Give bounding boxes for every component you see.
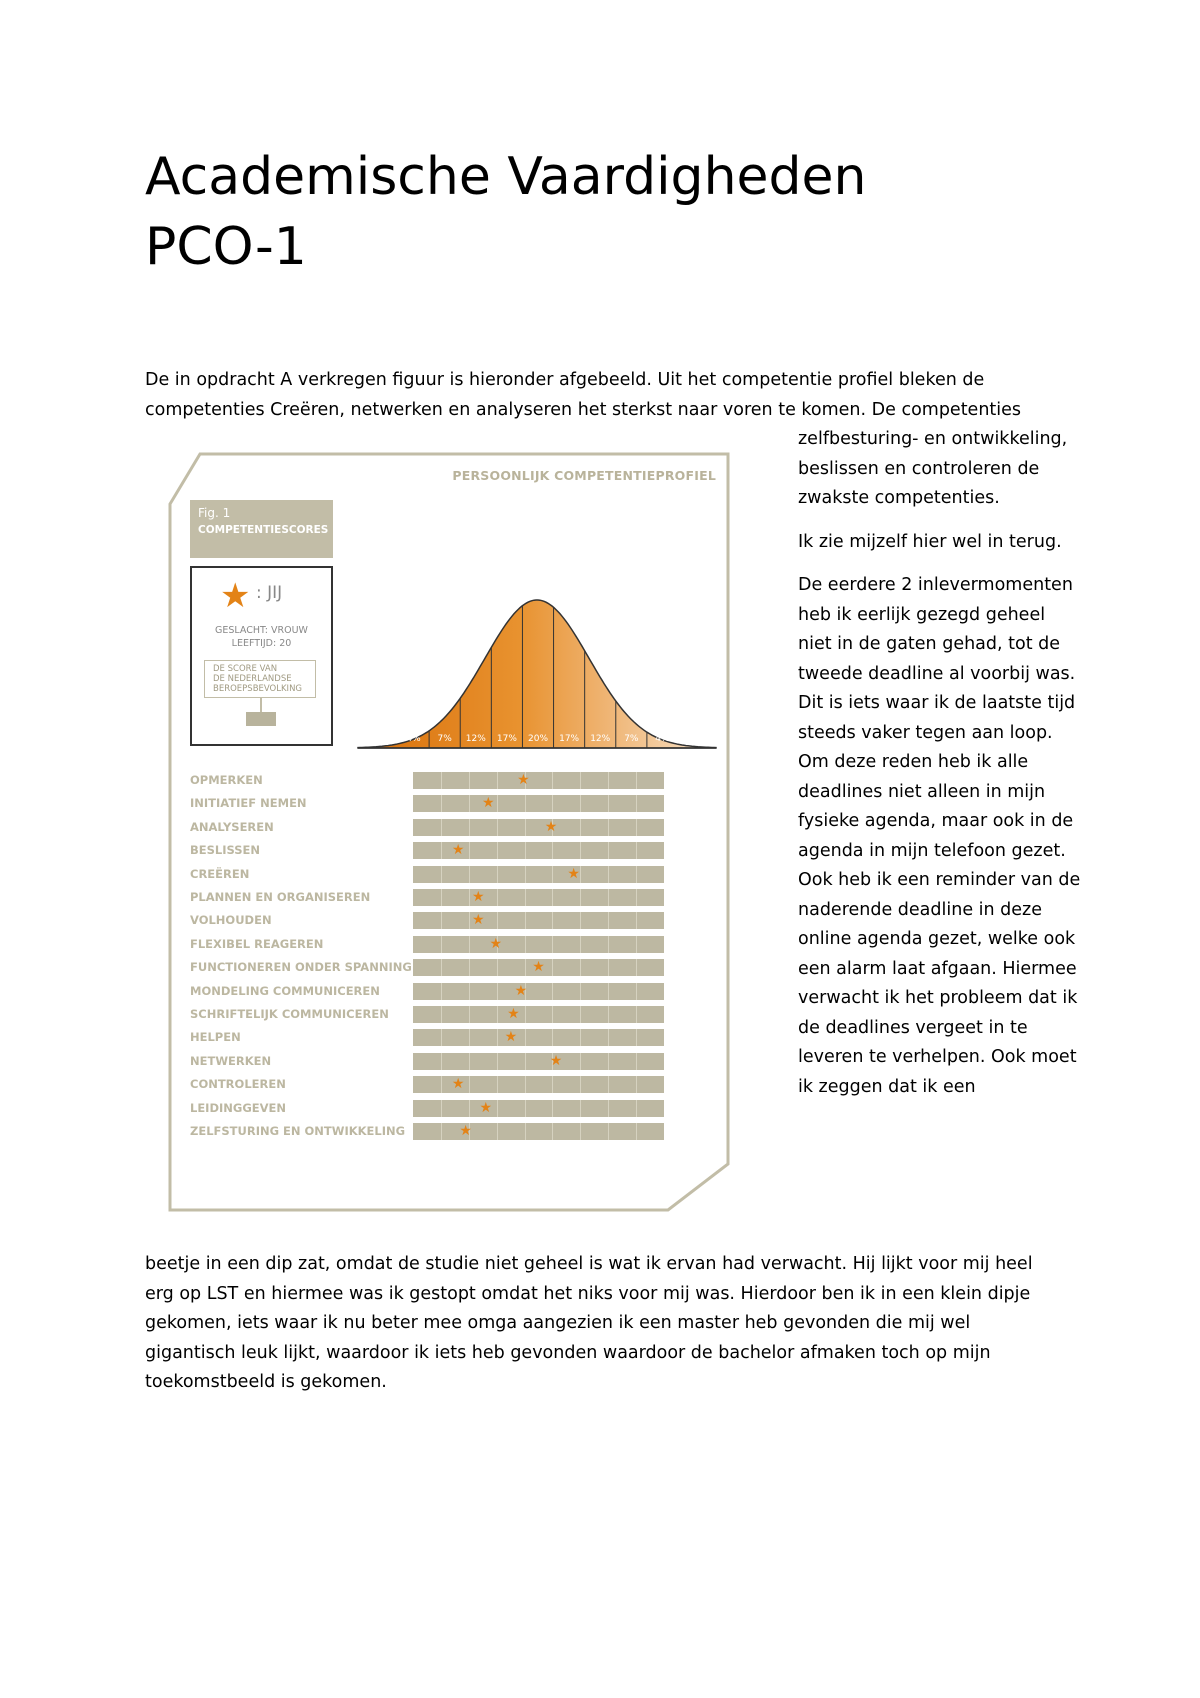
bar-divider — [552, 866, 553, 883]
bar-divider — [552, 889, 553, 906]
competence-label: OPMERKEN — [190, 773, 263, 787]
bar-divider — [469, 912, 470, 929]
bar-divider — [497, 1123, 498, 1140]
legend-ref-line-2: DE NEDERLANDSE — [213, 674, 292, 684]
legend-ref-line-3: BEROEPSBEVOLKING — [213, 684, 303, 694]
bar-divider — [636, 1100, 637, 1117]
bar-divider — [525, 1006, 526, 1023]
score-star-icon: ★ — [451, 1076, 465, 1093]
bar-divider — [469, 842, 470, 859]
bar-divider — [525, 795, 526, 812]
bar-divider — [608, 819, 609, 836]
competence-label: SCHRIFTELIJK COMMUNICEREN — [190, 1007, 389, 1021]
competence-bar — [413, 912, 664, 929]
side-paragraph-2: Ik zie mijzelf hier wel in terug. — [798, 531, 1062, 552]
bar-divider — [580, 819, 581, 836]
bar-divider — [497, 912, 498, 929]
distribution-label: 20% — [527, 734, 549, 744]
bar-divider — [497, 772, 498, 789]
score-star-icon: ★ — [549, 1052, 563, 1069]
competence-label: FLEXIBEL REAGEREN — [190, 936, 324, 951]
competence-bar — [413, 936, 664, 953]
bar-divider — [580, 1006, 581, 1023]
competence-label: ANALYSEREN — [190, 819, 274, 834]
bar-divider — [636, 1053, 637, 1070]
bar-divider — [497, 983, 498, 1000]
legend-age: LEEFTIJD: 20 — [231, 638, 292, 649]
bar-divider — [469, 1006, 470, 1023]
bar-divider — [525, 912, 526, 929]
bar-divider — [608, 1006, 609, 1023]
bar-divider — [441, 1053, 442, 1070]
bar-divider — [469, 866, 470, 883]
bar-divider — [552, 772, 553, 789]
figure-number: Fig. 1 — [198, 506, 231, 520]
bar-divider — [636, 866, 637, 883]
score-star-icon: ★ — [479, 1099, 493, 1116]
legend-gender: GESLACHT: VROUW — [215, 625, 308, 636]
competence-bar — [413, 889, 664, 906]
bar-divider — [525, 866, 526, 883]
bar-divider — [552, 983, 553, 1000]
score-star-icon: ★ — [544, 818, 558, 835]
bar-divider — [580, 795, 581, 812]
figure-tag — [190, 500, 333, 558]
bar-divider — [552, 1029, 553, 1046]
bar-divider — [552, 1100, 553, 1117]
bar-divider — [580, 866, 581, 883]
bar-divider — [580, 842, 581, 859]
bar-divider — [469, 795, 470, 812]
bar-divider — [636, 983, 637, 1000]
bar-divider — [525, 819, 526, 836]
distribution-label: 17% — [496, 734, 517, 744]
bar-divider — [636, 1123, 637, 1140]
competence-bar — [413, 1076, 664, 1093]
competence-bar — [413, 1006, 664, 1023]
competence-label: BESLISSEN — [190, 843, 261, 858]
distribution-label: 7% — [624, 734, 639, 744]
intro-paragraph: De in opdracht A verkregen figuur is hieronder afgebeeld. Uit het competentie profiel bleken de competenties Creëren, netwerken en analyseren het sterkst naar voren te komen. De competenties — [145, 370, 1022, 420]
legend-connector — [260, 698, 262, 712]
bar-divider — [525, 936, 526, 953]
bar-divider — [441, 889, 442, 906]
score-star-icon: ★ — [567, 865, 580, 882]
bar-divider — [552, 1123, 553, 1140]
outro-paragraph: beetje in een dip zat, omdat de studie niet geheel is wat ik ervan had verwacht. Hij lijkt voor mij heel erg op LST en hiermee was ik gestopt omdat het niks voor mij was. Hierdoor ben ik in een klein dipje gekomen, iets waar ik nu beter mee omga aangezien ik een master heb gevonden die mij wel gigantisch leuk lijkt, waardoor ik iets heb gevonden waardoor de bachelor afmaken toch op mijn toekomstbeeld is gekomen. — [145, 1254, 1033, 1392]
bar-divider — [441, 819, 442, 836]
bar-divider — [636, 889, 637, 906]
legend-reference — [204, 660, 316, 698]
bar-divider — [497, 889, 498, 906]
bar-divider — [441, 1100, 442, 1117]
competence-bar — [413, 1029, 664, 1046]
figure-header: PERSOONLIJK COMPETENTIEPROFIEL — [452, 468, 716, 483]
score-star-icon: ★ — [489, 935, 503, 952]
competence-bar — [413, 819, 664, 836]
competence-bar — [413, 1053, 664, 1070]
legend-ref-line-1: DE SCORE VAN — [213, 664, 278, 674]
bar-divider — [636, 1006, 637, 1023]
bar-divider — [636, 1029, 637, 1046]
competence-label: ZELFSTURING EN ONTWIKKELING — [190, 1124, 406, 1138]
legend-swatch — [246, 712, 276, 726]
bar-divider — [469, 1029, 470, 1046]
bar-divider — [580, 912, 581, 929]
bar-divider — [608, 795, 609, 812]
competence-label: CREËREN — [190, 866, 250, 881]
title-line-1: Academische Vaardigheden — [145, 147, 867, 207]
score-star-icon: ★ — [532, 959, 545, 976]
score-star-icon: ★ — [482, 795, 495, 812]
bar-divider — [636, 936, 637, 953]
bar-divider — [636, 819, 637, 836]
bar-divider — [552, 795, 553, 812]
bar-divider — [580, 1100, 581, 1117]
star-icon: ★ — [220, 576, 251, 616]
bar-divider — [525, 1029, 526, 1046]
page-title — [145, 142, 866, 282]
competence-label: HELPEN — [190, 1030, 241, 1045]
competence-label: NETWERKEN — [190, 1053, 272, 1068]
bar-divider — [608, 1029, 609, 1046]
bar-divider — [497, 842, 498, 859]
bar-divider — [608, 1100, 609, 1117]
bar-divider — [580, 1076, 581, 1093]
score-star-icon: ★ — [504, 1029, 518, 1046]
competence-bar — [413, 983, 664, 1000]
score-star-icon: ★ — [471, 912, 485, 929]
competence-bar — [413, 772, 664, 789]
bar-divider — [497, 866, 498, 883]
bar-divider — [552, 842, 553, 859]
bar-divider — [441, 842, 442, 859]
score-star-icon: ★ — [514, 982, 528, 999]
distribution-label: 17% — [559, 734, 580, 744]
bar-divider — [580, 1123, 581, 1140]
bar-divider — [469, 936, 470, 953]
bar-divider — [525, 842, 526, 859]
competence-bar — [413, 866, 664, 883]
side-paragraph-3: De eerdere 2 inlevermomenten heb ik eerlijk gezegd geheel niet in de gaten gehad, tot de tweede deadline al voorbij was. Dit is iets waar ik de laatste tijd steeds vaker tegen aan loop. Om deze reden heb ik alle deadlines niet alleen in mijn fysieke agenda, maar ook in de agenda in mijn telefoon gezet. Ook heb ik een reminder van de naderende deadline in deze online agenda gezet, welke ook een alarm laat afgaan. Hiermee verwacht ik het probleem dat ik de deadlines vergeet in te leveren te verhelpen. Ook moet ik zeggen dat ik een — [798, 575, 1081, 1097]
bar-divider — [525, 959, 526, 976]
score-star-icon: ★ — [507, 1006, 520, 1022]
bar-divider — [441, 795, 442, 812]
side-paragraph-1: zelfbesturing- en ontwikkeling, beslissen en controleren de zwakste competenties. — [798, 429, 1068, 508]
bar-divider — [608, 959, 609, 976]
score-star-icon: ★ — [451, 842, 465, 859]
distribution-label: 4% — [406, 734, 421, 744]
bar-divider — [497, 1029, 498, 1046]
bar-divider — [636, 795, 637, 812]
title-line-2: PCO-1 — [145, 217, 307, 277]
bar-divider — [580, 983, 581, 1000]
bar-divider — [525, 1053, 526, 1070]
bar-divider — [608, 936, 609, 953]
bar-divider — [441, 866, 442, 883]
bar-divider — [636, 842, 637, 859]
bar-divider — [441, 772, 442, 789]
bar-divider — [441, 1006, 442, 1023]
score-star-icon: ★ — [459, 1123, 472, 1139]
bar-divider — [552, 912, 553, 929]
bar-divider — [469, 1053, 470, 1070]
bar-divider — [441, 983, 442, 1000]
competence-bar — [413, 795, 664, 812]
bar-divider — [497, 795, 498, 812]
bar-divider — [608, 772, 609, 789]
bar-divider — [580, 959, 581, 976]
bar-divider — [469, 983, 470, 1000]
bar-divider — [608, 842, 609, 859]
side-text — [798, 425, 1083, 1116]
bar-divider — [580, 1029, 581, 1046]
bar-divider — [552, 1006, 553, 1023]
competence-label: PLANNEN EN ORGANISEREN — [190, 890, 371, 904]
bar-divider — [608, 866, 609, 883]
bar-divider — [525, 1100, 526, 1117]
bar-divider — [525, 1123, 526, 1140]
bar-divider — [608, 1123, 609, 1140]
competence-bar — [413, 1100, 664, 1117]
bar-divider — [552, 936, 553, 953]
distribution-label: 12% — [590, 734, 611, 744]
bar-divider — [608, 889, 609, 906]
bar-divider — [636, 772, 637, 789]
legend-you-label: : JIJ — [256, 583, 283, 603]
competence-bar — [413, 1123, 664, 1140]
bar-divider — [469, 772, 470, 789]
distribution-label: 12% — [465, 734, 486, 744]
bar-divider — [525, 1076, 526, 1093]
bar-divider — [580, 772, 581, 789]
bar-divider — [497, 1006, 498, 1023]
bar-divider — [441, 912, 442, 929]
bar-divider — [469, 959, 470, 976]
bar-divider — [469, 819, 470, 836]
bar-divider — [608, 912, 609, 929]
bar-divider — [608, 1053, 609, 1070]
bar-divider — [580, 1053, 581, 1070]
bar-divider — [497, 1076, 498, 1093]
bar-divider — [636, 959, 637, 976]
competence-label: MONDELING COMMUNICEREN — [190, 983, 380, 998]
bar-divider — [580, 889, 581, 906]
bar-divider — [525, 889, 526, 906]
bar-divider — [441, 936, 442, 953]
bar-divider — [441, 959, 442, 976]
distribution-label: 4% — [655, 734, 670, 744]
competence-profile-figure — [168, 452, 730, 1212]
bar-divider — [497, 1100, 498, 1117]
competence-label: LEIDINGGEVEN — [190, 1100, 287, 1115]
bar-divider — [552, 1076, 553, 1093]
bar-divider — [497, 819, 498, 836]
bar-divider — [552, 959, 553, 976]
distribution-label: 7% — [437, 734, 452, 744]
competence-label: INITIATIEF NEMEN — [190, 796, 307, 811]
score-star-icon: ★ — [471, 889, 485, 905]
bar-divider — [608, 1076, 609, 1093]
bar-divider — [441, 1123, 442, 1140]
bar-divider — [636, 1076, 637, 1093]
competence-label: CONTROLEREN — [190, 1077, 286, 1092]
competence-label: FUNCTIONEREN ONDER SPANNING — [190, 960, 412, 975]
score-star-icon: ★ — [517, 772, 530, 788]
bar-divider — [608, 983, 609, 1000]
bar-divider — [441, 1029, 442, 1046]
legend-box — [190, 566, 333, 746]
bar-divider — [636, 912, 637, 929]
bar-divider — [580, 936, 581, 953]
bar-divider — [469, 1100, 470, 1117]
bar-divider — [497, 959, 498, 976]
figure-subtitle: COMPETENTIESCORES — [198, 524, 329, 536]
bar-divider — [469, 1076, 470, 1093]
competence-label: VOLHOUDEN — [190, 913, 272, 928]
bar-divider — [497, 1053, 498, 1070]
bar-divider — [441, 1076, 442, 1093]
bar-divider — [469, 889, 470, 906]
competence-bar — [413, 842, 664, 859]
